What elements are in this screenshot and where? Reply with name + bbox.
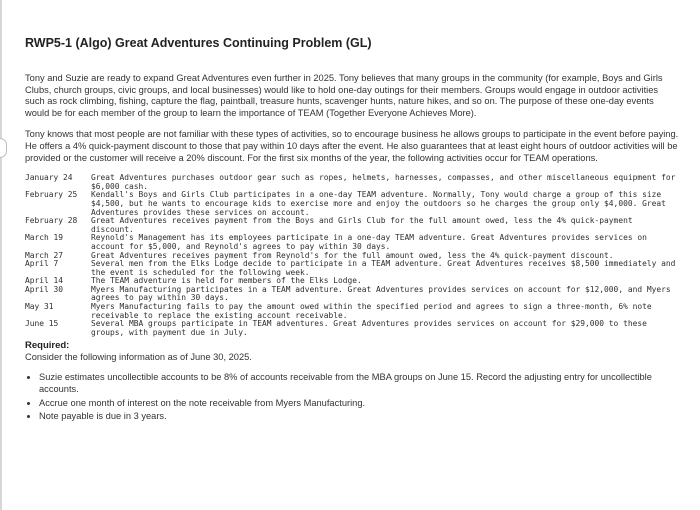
event-row (25, 234, 680, 251)
required-heading: Required: (25, 340, 70, 352)
event-description: Myers Manufacturing fails to pay the amount owed within the specified period and agrees to sign a three-month, 6% note receivable to replace the existing account receivable. (91, 302, 652, 320)
event-row (25, 217, 680, 234)
required-intro: Consider the following information as of June 30, 2025. (25, 352, 252, 363)
required-bullet: • Accrue one month of interest on the note receivable from Myers Manufacturing. (39, 398, 680, 410)
required-bullet-list (25, 372, 680, 422)
event-list (25, 174, 680, 337)
event-date: February 28 (25, 216, 78, 226)
event-date: May 31 (25, 302, 54, 312)
problem-content (25, 36, 680, 425)
event-date: June 15 (25, 319, 59, 329)
details-paragraph: Tony knows that most people are not familiar with these types of activities, so to encourage business he allows groups to participate in the event before paying. He offers a 4% quick-payment discount to those that pay within 10 days after the event. He also guarantees that at least eight hours of outdoor activities will be provided or the customer will receive a 20% discount. For the first six months of the year, the following activities occur for TEAM operations. (25, 129, 679, 163)
event-row (25, 320, 680, 337)
event-description: Great Adventures purchases outdoor gear such as ropes, helmets, harnesses, compasses, and other miscellaneous equipment for $6,000 cash. (91, 173, 676, 191)
event-date: April 14 (25, 276, 64, 286)
event-description: Reynold's Management has its employees participate in a one-day TEAM adventure. Great Adventures provides services on account for $5,000, and Reynold's agrees to pay within 30 days. (91, 233, 647, 251)
problem-title: RWP5-1 (Algo) Great Adventures Continuing Problem (GL) (25, 36, 372, 50)
event-description: The TEAM adventure is held for members of the Elks Lodge. (91, 276, 362, 286)
required-bullet: • Note payable is due in 3 years. (39, 411, 680, 423)
event-date: April 30 (25, 284, 64, 294)
event-description: Kendall's Boys and Girls Club participates in a one-day TEAM adventure. Normally, Tony would charge a group of this size $4,500, but he wants to encourage kids to exercise more and enjoy the outdoors so he charges the group only $4,000. Great Adventures provides these services on account. (91, 190, 666, 217)
event-row (25, 174, 680, 191)
required-bullet: • Suzie estimates uncollectible accounts to be 8% of accounts receivable from the MBA groups on June 15. Record the adjusting entry for uncollectible accounts. (39, 372, 680, 395)
event-description: Myers Manufacturing participates in a TEAM adventure. Great Adventures provides services on account for $12,000, and Myers agrees to pay within 30 days. (91, 284, 671, 303)
event-row (25, 303, 680, 320)
event-date: April 7 (25, 259, 59, 269)
event-date: March 19 (25, 233, 64, 243)
event-description: Several MBA groups participate in TEAM adventures. Great Adventures provides services on account for $29,000 to these groups, with payment due in July. (91, 319, 647, 337)
event-description: Several men from the Elks Lodge decide to participate in a TEAM adventure. Great Adventures receives $8,500 immediately and the event is scheduled for the following week. (91, 259, 676, 277)
intro-paragraph: Tony and Suzie are ready to expand Great Adventures even further in 2025. Tony believes that many groups in the community (for example, Boys and Girls Clubs, church groups, civic groups, and local businesses) would like to hold one-day outings for their members. Groups would engage in outdoor activities such as rock climbing, fishing, capture the flag, paintball, treasure hunts, scavenger hunts, nature hikes, and so on. The purpose of these one-day events would be for each member of the group to learn the importance of TEAM (Together Everyone Achieves More). (25, 73, 663, 118)
event-description: Great Adventures receives payment from Reynold's for the full amount owed, less the 4% quick-payment discount. (91, 250, 614, 260)
event-row (25, 260, 680, 277)
event-date: February 25 (25, 190, 78, 200)
left-border (0, 0, 2, 510)
event-date: January 24 (25, 173, 73, 183)
side-tab-handle[interactable] (0, 138, 7, 158)
event-date: March 27 (25, 250, 64, 260)
event-row (25, 191, 680, 217)
event-row (25, 286, 680, 303)
event-description: Great Adventures receives payment from the Boys and Girls Club for the full amount owed, less the 4% quick-payment discount. (91, 216, 633, 234)
